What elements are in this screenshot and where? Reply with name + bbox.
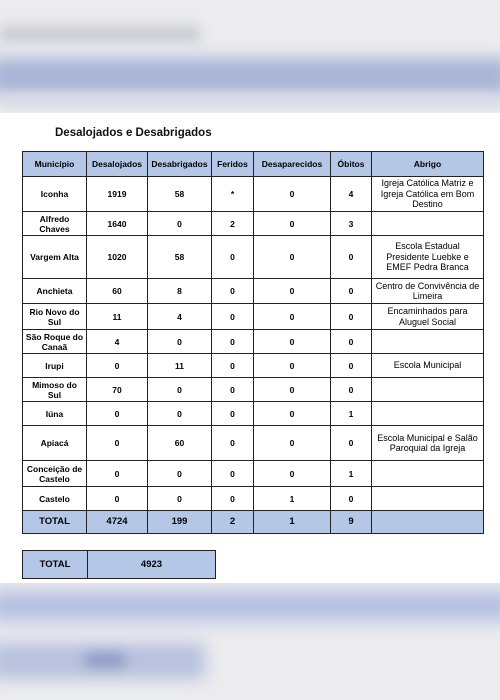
cell-feridos: 0 (212, 279, 254, 304)
cell-desalojados: 60 (87, 279, 148, 304)
cell-desalojados: 70 (87, 378, 148, 402)
blurred-bottom-background (0, 583, 500, 700)
cell-obitos: 0 (331, 330, 372, 354)
cell-desabrigados: 0 (148, 378, 212, 402)
summary-label: TOTAL (23, 551, 88, 579)
cell-feridos: 0 (212, 487, 254, 511)
table-row (23, 402, 484, 426)
cell-obitos: 0 (331, 487, 372, 511)
cell-desabrigados: 0 (148, 212, 212, 236)
table-row (23, 426, 484, 461)
cell-municipio: Mimoso do Sul (23, 378, 87, 402)
cell-desabrigados: 60 (148, 426, 212, 461)
header-municipio: Município (23, 152, 87, 177)
cell-obitos: 0 (331, 236, 372, 279)
total-abrigo (372, 511, 484, 534)
header-obitos: Óbitos (331, 152, 372, 177)
cell-feridos: 0 (212, 402, 254, 426)
cell-feridos: 0 (212, 330, 254, 354)
table-row (23, 330, 484, 354)
header-desaparecidos: Desaparecidos (254, 152, 331, 177)
header-desalojados: Desalojados (87, 152, 148, 177)
cell-obitos: 0 (331, 279, 372, 304)
cell-abrigo (372, 487, 484, 511)
cell-desabrigados: 0 (148, 461, 212, 487)
cell-desaparecidos: 0 (254, 378, 331, 402)
cell-desalojados: 11 (87, 304, 148, 330)
blurred-top-strip (0, 96, 500, 108)
cell-abrigo (372, 378, 484, 402)
cell-obitos: 0 (331, 354, 372, 378)
header-feridos: Feridos (212, 152, 254, 177)
summary-row (23, 551, 216, 579)
cell-desaparecidos: 0 (254, 236, 331, 279)
cell-abrigo: Escola Municipal (372, 354, 484, 378)
cell-obitos: 0 (331, 426, 372, 461)
cell-desalojados: 1020 (87, 236, 148, 279)
cell-abrigo: Igreja Católica Matriz e Igreja Católica em Bom Destino (372, 177, 484, 212)
cell-desaparecidos: 0 (254, 177, 331, 212)
blurred-top-band (0, 58, 500, 94)
cell-obitos: 1 (331, 461, 372, 487)
cell-desalojados: 1640 (87, 212, 148, 236)
cell-obitos: 0 (331, 378, 372, 402)
table-row (23, 177, 484, 212)
cell-desaparecidos: 0 (254, 279, 331, 304)
summary-value: 4923 (88, 551, 216, 579)
header-desabrigados: Desabrigados (148, 152, 212, 177)
header-abrigo: Abrigo (372, 152, 484, 177)
cell-desaparecidos: 0 (254, 426, 331, 461)
cell-desalojados: 0 (87, 487, 148, 511)
cell-desabrigados: 0 (148, 402, 212, 426)
casualties-table (22, 151, 484, 534)
table-row (23, 461, 484, 487)
blurred-bottom-band (0, 591, 500, 621)
cell-desaparecidos: 0 (254, 461, 331, 487)
table-row (23, 487, 484, 511)
total-obitos: 9 (331, 511, 372, 534)
cell-desalojados: 1919 (87, 177, 148, 212)
cell-desalojados: 0 (87, 426, 148, 461)
cell-desabrigados: 58 (148, 236, 212, 279)
cell-desabrigados: 0 (148, 330, 212, 354)
cell-desaparecidos: 0 (254, 304, 331, 330)
table-row (23, 304, 484, 330)
cell-desalojados: 0 (87, 402, 148, 426)
cell-abrigo (372, 461, 484, 487)
cell-feridos: 0 (212, 236, 254, 279)
cell-municipio: Apiacá (23, 426, 87, 461)
total-feridos: 2 (212, 511, 254, 534)
cell-desabrigados: 11 (148, 354, 212, 378)
cell-desalojados: 0 (87, 354, 148, 378)
cell-municipio: Rio Novo do Sul (23, 304, 87, 330)
cell-abrigo: Escola Estadual Presidente Luebke e EMEF Pedra Branca (372, 236, 484, 279)
cell-feridos: 0 (212, 354, 254, 378)
document-title: Desalojados e Desabrigados (55, 127, 212, 139)
cell-feridos: * (212, 177, 254, 212)
cell-obitos: 0 (331, 304, 372, 330)
cell-abrigo (372, 402, 484, 426)
cell-municipio: Alfredo Chaves (23, 212, 87, 236)
total-desalojados: 4724 (87, 511, 148, 534)
cell-feridos: 0 (212, 378, 254, 402)
cell-desabrigados: 0 (148, 487, 212, 511)
cell-municipio: Conceição de Castelo (23, 461, 87, 487)
cell-desaparecidos: 0 (254, 212, 331, 236)
table-header-row (23, 152, 484, 177)
cell-desalojados: 4 (87, 330, 148, 354)
cell-desaparecidos: 0 (254, 330, 331, 354)
cell-municipio: Iúna (23, 402, 87, 426)
cell-desabrigados: 4 (148, 304, 212, 330)
cell-feridos: 0 (212, 304, 254, 330)
total-desabrigados: 199 (148, 511, 212, 534)
cell-municipio: Irupi (23, 354, 87, 378)
cell-obitos: 4 (331, 177, 372, 212)
table-total-row (23, 511, 484, 534)
cell-abrigo (372, 330, 484, 354)
cell-municipio: Iconha (23, 177, 87, 212)
cell-municipio: São Roque do Canaã (23, 330, 87, 354)
cell-desaparecidos: 0 (254, 354, 331, 378)
total-desaparecidos: 1 (254, 511, 331, 534)
document-page (0, 113, 500, 583)
table-row (23, 378, 484, 402)
cell-abrigo: Encaminhados para Aluguel Social (372, 304, 484, 330)
cell-abrigo: Centro de Convivência de Limeira (372, 279, 484, 304)
table-row (23, 279, 484, 304)
blurred-top-background (0, 0, 500, 112)
cell-abrigo: Escola Municipal e Salão Paroquial da Igreja (372, 426, 484, 461)
blurred-header-text (0, 26, 200, 42)
cell-municipio: Anchieta (23, 279, 87, 304)
cell-feridos: 2 (212, 212, 254, 236)
total-label: TOTAL (23, 511, 87, 534)
cell-desabrigados: 58 (148, 177, 212, 212)
cell-municipio: Vargem Alta (23, 236, 87, 279)
cell-municipio: Castelo (23, 487, 87, 511)
cell-obitos: 3 (331, 212, 372, 236)
cell-desabrigados: 8 (148, 279, 212, 304)
cell-feridos: 0 (212, 426, 254, 461)
cell-desaparecidos: 1 (254, 487, 331, 511)
blurred-bottom-mark (85, 653, 125, 667)
summary-total-table (22, 550, 216, 579)
cell-feridos: 0 (212, 461, 254, 487)
table-row (23, 354, 484, 378)
cell-desalojados: 0 (87, 461, 148, 487)
cell-abrigo (372, 212, 484, 236)
cell-desaparecidos: 0 (254, 402, 331, 426)
table-row (23, 236, 484, 279)
table-row (23, 212, 484, 236)
cell-obitos: 1 (331, 402, 372, 426)
